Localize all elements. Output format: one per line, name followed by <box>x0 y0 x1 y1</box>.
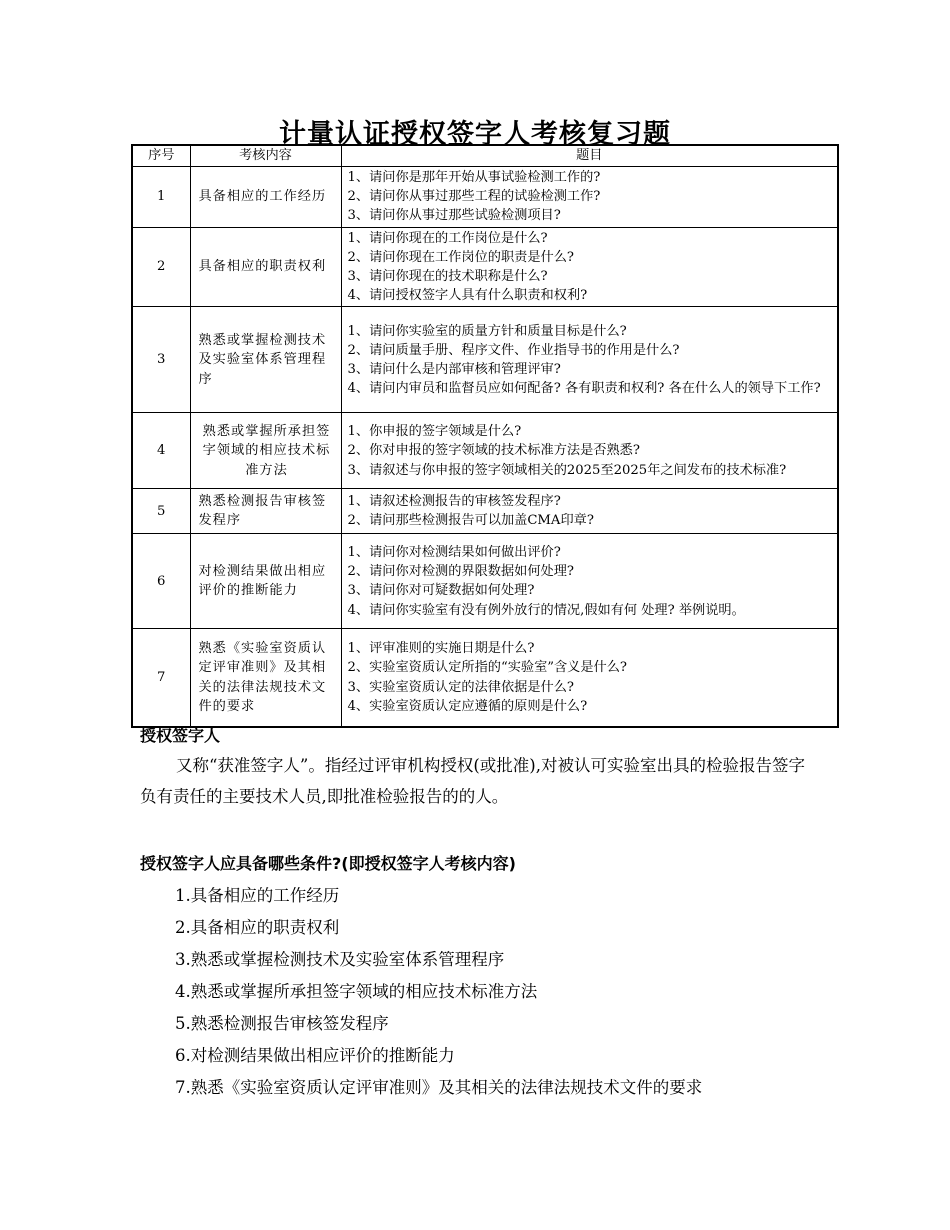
question: 2、你对申报的签字领域的技术标准方法是否熟悉? <box>347 443 640 459</box>
header-content: 考核内容 <box>190 145 341 167</box>
question: 1、请问你对检测结果如何做出评价? <box>347 545 561 561</box>
exam-questions-table <box>131 144 839 728</box>
question: 1、你申报的签字领域是什么? <box>347 424 522 440</box>
row-content: 熟悉检测报告审核签发程序 <box>190 489 341 534</box>
row-number: 4 <box>132 413 190 489</box>
list-item: 6.对检测结果做出相应评价的推断能力 <box>175 1046 455 1065</box>
row-content: 对检测结果做出相应评价的推断能力 <box>190 534 341 629</box>
row-content: 熟悉或掌握所承担签字领域的相应技术标准方法 <box>190 413 341 489</box>
question: 1、请问你现在的工作岗位是什么? <box>347 230 548 246</box>
list-item: 3.熟悉或掌握检测技术及实验室体系管理程序 <box>175 950 505 969</box>
question: 2、请问你从事过那些工程的试验检测工作? <box>347 189 601 205</box>
conditions-heading: 授权签字人应具备哪些条件?(即授权签字人考核内容) <box>140 854 516 873</box>
question: 1、请问你实验室的质量方针和质量目标是什么? <box>347 323 627 339</box>
list-item: 7.熟悉《实验室资质认定评审准则》及其相关的法律法规技术文件的要求 <box>175 1078 703 1097</box>
question: 2、实验室资质认定所指的“实验室”含义是什么? <box>347 660 628 676</box>
table-row <box>132 227 838 307</box>
document-title: 计量认证授权签字人考核复习题 <box>279 119 671 150</box>
row-questions <box>341 489 838 534</box>
table-row <box>132 413 838 489</box>
question: 3、请问你从事过那些试验检测项目? <box>347 208 561 224</box>
row-questions <box>341 534 838 629</box>
row-number: 5 <box>132 489 190 534</box>
question: 3、请问你现在的技术职称是什么? <box>347 269 548 285</box>
row-content: 熟悉《实验室资质认定评审准则》及其相关的法律法规技术文件的要求 <box>190 629 341 727</box>
question: 2、请问质量手册、程序文件、作业指导书的作用是什么? <box>347 342 680 358</box>
row-number: 2 <box>132 227 190 307</box>
row-content: 具备相应的工作经历 <box>190 167 341 228</box>
question: 1、请问你是那年开始从事试验检测工作的? <box>347 170 601 185</box>
header-serial: 序号 <box>132 145 190 167</box>
row-number: 6 <box>132 534 190 629</box>
question: 3、实验室资质认定的法律依据是什么? <box>347 679 574 695</box>
row-number: 3 <box>132 307 190 413</box>
row-questions <box>341 227 838 307</box>
question: 1、请叙述检测报告的审核签发程序? <box>347 494 561 510</box>
table-row <box>132 629 838 727</box>
question: 4、请问授权签字人具有什么职责和权利? <box>347 288 588 304</box>
list-item: 5.熟悉检测报告审核签发程序 <box>175 1014 389 1033</box>
question: 4、请问你实验室有没有例外放行的情况,假如有何 处理? 举例说明。 <box>347 602 745 618</box>
question: 4、实验室资质认定应遵循的原则是什么? <box>347 698 588 714</box>
conditions-list <box>175 880 702 1104</box>
list-item: 2.具备相应的职责权利 <box>175 918 340 937</box>
table-row <box>132 307 838 413</box>
question: 3、请问什么是内部审核和管理评审? <box>347 361 561 377</box>
question: 3、请叙述与你申报的签字领域相关的2025至2025年之间发布的技术标准? <box>347 462 787 478</box>
row-questions <box>341 629 838 727</box>
row-content: 具备相应的职责权利 <box>190 227 341 307</box>
table-header-row <box>132 145 838 167</box>
table-row <box>132 534 838 629</box>
row-questions <box>341 307 838 413</box>
question: 2、请问那些检测报告可以加盖CMA印章? <box>347 513 594 529</box>
row-questions <box>341 413 838 489</box>
row-number: 1 <box>132 167 190 228</box>
question: 4、请问内审员和监督员应如何配备? 各有职责和权利? 各在什么人的领导下工作? <box>347 381 821 397</box>
question: 2、请问你现在工作岗位的职责是什么? <box>347 249 574 265</box>
header-questions: 题目 <box>341 145 838 167</box>
table-row <box>132 489 838 534</box>
list-item: 4.熟悉或掌握所承担签字领域的相应技术标准方法 <box>175 982 538 1001</box>
row-number: 7 <box>132 629 190 727</box>
question: 3、请问你对可疑数据如何处理? <box>347 583 535 599</box>
row-content: 熟悉或掌握检测技术及实验室体系管理程序 <box>190 307 341 413</box>
question: 2、请问你对检测的界限数据如何处理? <box>347 564 574 580</box>
list-item: 1.具备相应的工作经历 <box>175 886 340 905</box>
question: 1、评审准则的实施日期是什么? <box>347 641 535 657</box>
table-row <box>132 167 838 228</box>
row-questions <box>341 167 838 228</box>
definition-paragraph: 又称“获准签字人”。指经过评审机构授权(或批准),对被认可实验室出具的检验报告签字负有责任的主要技术人员,即批准检验报告的的人。 <box>140 756 805 806</box>
definition-heading: 授权签字人 <box>140 726 221 745</box>
